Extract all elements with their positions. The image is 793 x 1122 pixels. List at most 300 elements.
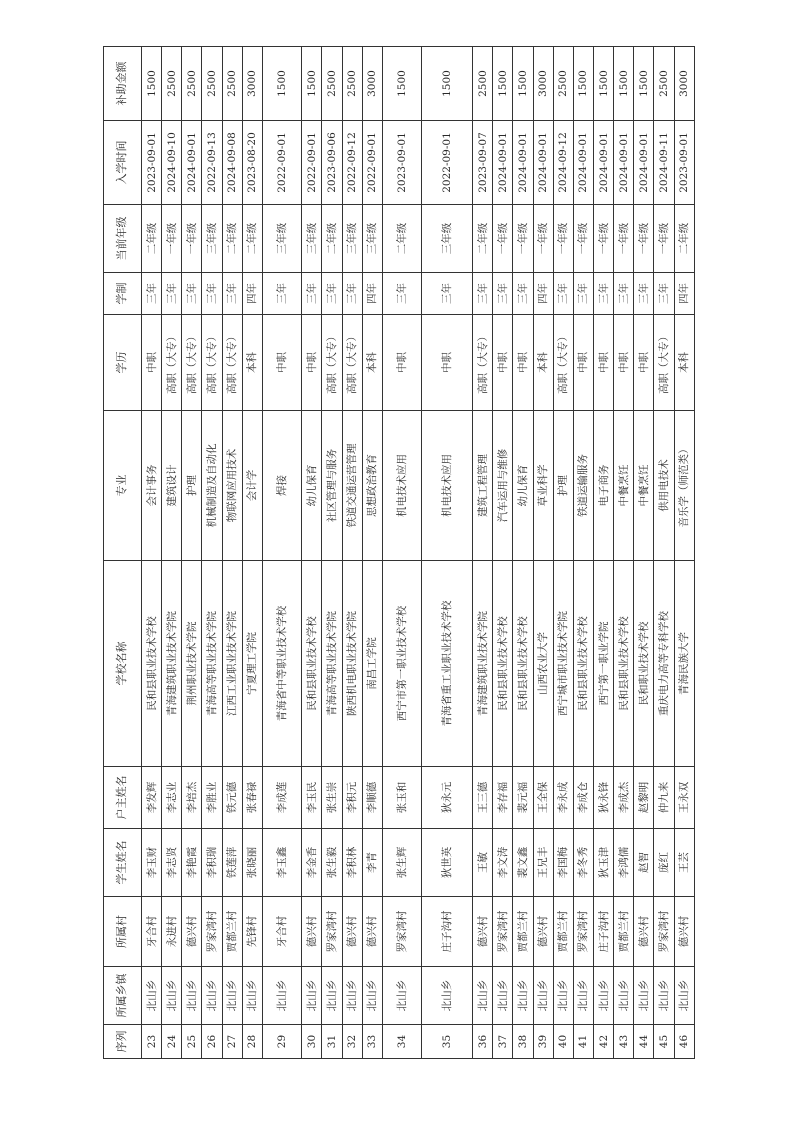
enroll-date-cell: 2023-09-07 <box>473 121 493 205</box>
header-education: 学历 <box>104 315 142 411</box>
student-name-cell: 李文涛 <box>493 829 513 897</box>
village-cell: 德兴村 <box>362 897 382 967</box>
duration-cell: 三年 <box>553 273 573 315</box>
student-name-cell: 王芸 <box>674 829 694 897</box>
subsidy-cell: 2500 <box>162 47 182 121</box>
table-row <box>593 47 613 1059</box>
education-cell: 中职 <box>422 315 473 411</box>
subsidy-cell: 1500 <box>614 47 634 121</box>
grade-cell: 二年级 <box>142 205 162 273</box>
table-row <box>142 47 162 1059</box>
enroll-date-cell: 2024-09-01 <box>513 121 533 205</box>
education-cell: 中职 <box>142 315 162 411</box>
education-cell: 中职 <box>634 315 654 411</box>
education-cell: 中职 <box>513 315 533 411</box>
rotated-page <box>103 47 695 1059</box>
township-cell: 北山乡 <box>654 967 674 1025</box>
education-cell: 高职（大专） <box>342 315 362 411</box>
householder-name-cell: 铁元德 <box>222 767 242 829</box>
table-row <box>493 47 513 1059</box>
header-student-name: 学生姓名 <box>104 829 142 897</box>
major-cell: 中餐烹饪 <box>614 411 634 561</box>
major-cell: 电子商务 <box>593 411 613 561</box>
student-name-cell: 李积瑞 <box>202 829 222 897</box>
village-cell: 先锋村 <box>242 897 262 967</box>
table-row <box>222 47 242 1059</box>
school-name-cell: 青海高等职业技术学院 <box>202 561 222 767</box>
major-cell: 焊接 <box>262 411 301 561</box>
subsidy-cell: 1500 <box>573 47 593 121</box>
subsidy-cell: 1500 <box>382 47 421 121</box>
table-row <box>634 47 654 1059</box>
township-cell: 北山乡 <box>382 967 421 1025</box>
seq-cell: 24 <box>162 1025 182 1059</box>
householder-name-cell: 李志业 <box>162 767 182 829</box>
village-cell: 德兴村 <box>302 897 322 967</box>
student-name-cell: 李玉财 <box>142 829 162 897</box>
enroll-date-cell: 2024-09-01 <box>493 121 513 205</box>
table-row <box>553 47 573 1059</box>
school-name-cell: 民和县职业技术学校 <box>614 561 634 767</box>
duration-cell: 三年 <box>222 273 242 315</box>
grade-cell: 二年级 <box>674 205 694 273</box>
subsidy-cell: 1500 <box>422 47 473 121</box>
township-cell: 北山乡 <box>362 967 382 1025</box>
seq-cell: 45 <box>654 1025 674 1059</box>
header-duration: 学制 <box>104 273 142 315</box>
enroll-date-cell: 2024-09-08 <box>222 121 242 205</box>
enroll-date-cell: 2024-09-11 <box>654 121 674 205</box>
seq-cell: 33 <box>362 1025 382 1059</box>
village-cell: 永进村 <box>162 897 182 967</box>
student-subsidy-table <box>103 46 695 1059</box>
table-row <box>262 47 301 1059</box>
householder-name-cell: 李培杰 <box>182 767 202 829</box>
enroll-date-cell: 2024-09-12 <box>553 121 573 205</box>
education-cell: 高职（大专） <box>222 315 242 411</box>
table-row <box>322 47 342 1059</box>
village-cell: 德兴村 <box>473 897 493 967</box>
seq-cell: 28 <box>242 1025 262 1059</box>
township-cell: 北山乡 <box>162 967 182 1025</box>
subsidy-cell: 3000 <box>674 47 694 121</box>
education-cell: 高职（大专） <box>654 315 674 411</box>
duration-cell: 三年 <box>473 273 493 315</box>
grade-cell: 二年级 <box>322 205 342 273</box>
grade-cell: 一年级 <box>533 205 553 273</box>
major-cell: 护理 <box>553 411 573 561</box>
duration-cell: 三年 <box>614 273 634 315</box>
subsidy-cell: 2500 <box>322 47 342 121</box>
grade-cell: 一年级 <box>162 205 182 273</box>
education-cell: 高职（大专） <box>162 315 182 411</box>
education-cell: 中职 <box>573 315 593 411</box>
school-name-cell: 青海民族大学 <box>674 561 694 767</box>
student-name-cell: 狄世英 <box>422 829 473 897</box>
duration-cell: 三年 <box>593 273 613 315</box>
student-name-cell: 裴文鑫 <box>513 829 533 897</box>
student-name-cell: 李鸿儒 <box>614 829 634 897</box>
township-cell: 北山乡 <box>513 967 533 1025</box>
village-cell: 庄子沟村 <box>422 897 473 967</box>
seq-cell: 36 <box>473 1025 493 1059</box>
township-cell: 北山乡 <box>142 967 162 1025</box>
student-name-cell: 铁莲萍 <box>222 829 242 897</box>
table-row <box>182 47 202 1059</box>
householder-name-cell: 张玉和 <box>382 767 421 829</box>
table-row <box>302 47 322 1059</box>
student-name-cell: 李志贤 <box>162 829 182 897</box>
seq-cell: 30 <box>302 1025 322 1059</box>
table-row <box>573 47 593 1059</box>
village-cell: 牙合村 <box>262 897 301 967</box>
duration-cell: 四年 <box>533 273 553 315</box>
school-name-cell: 民和县职业技术学校 <box>513 561 533 767</box>
education-cell: 中职 <box>262 315 301 411</box>
householder-name-cell: 赵黎明 <box>634 767 654 829</box>
enroll-date-cell: 2023-09-01 <box>142 121 162 205</box>
duration-cell: 四年 <box>674 273 694 315</box>
grade-cell: 一年级 <box>614 205 634 273</box>
education-cell: 高职（大专） <box>322 315 342 411</box>
householder-name-cell: 李存福 <box>493 767 513 829</box>
education-cell: 中职 <box>614 315 634 411</box>
seq-cell: 25 <box>182 1025 202 1059</box>
duration-cell: 三年 <box>422 273 473 315</box>
table-row <box>242 47 262 1059</box>
village-cell: 罗家湾村 <box>573 897 593 967</box>
householder-name-cell: 李成仓 <box>573 767 593 829</box>
school-name-cell: 宁夏理工学院 <box>242 561 262 767</box>
duration-cell: 三年 <box>493 273 513 315</box>
duration-cell: 三年 <box>202 273 222 315</box>
householder-name-cell: 李胜业 <box>202 767 222 829</box>
table-row <box>473 47 493 1059</box>
seq-cell: 27 <box>222 1025 242 1059</box>
major-cell: 机械制造及自动化 <box>202 411 222 561</box>
subsidy-cell: 2500 <box>553 47 573 121</box>
subsidy-cell: 2500 <box>654 47 674 121</box>
seq-cell: 26 <box>202 1025 222 1059</box>
education-cell: 中职 <box>382 315 421 411</box>
header-village: 所属村 <box>104 897 142 967</box>
table-row <box>533 47 553 1059</box>
major-cell: 会计事务 <box>142 411 162 561</box>
village-cell: 德兴村 <box>533 897 553 967</box>
seq-cell: 23 <box>142 1025 162 1059</box>
school-name-cell: 青海建筑职业技术学院 <box>162 561 182 767</box>
seq-cell: 41 <box>573 1025 593 1059</box>
grade-cell: 一年级 <box>553 205 573 273</box>
grade-cell: 二年级 <box>473 205 493 273</box>
grade-cell: 三年级 <box>202 205 222 273</box>
township-cell: 北山乡 <box>593 967 613 1025</box>
village-cell: 罗家湾村 <box>654 897 674 967</box>
major-cell: 音乐学（师范类） <box>674 411 694 561</box>
table-row <box>513 47 533 1059</box>
enroll-date-cell: 2024-09-01 <box>634 121 654 205</box>
householder-name-cell: 李成杰 <box>614 767 634 829</box>
student-name-cell: 王兄丰 <box>533 829 553 897</box>
subsidy-cell: 3000 <box>362 47 382 121</box>
seq-cell: 44 <box>634 1025 654 1059</box>
township-cell: 北山乡 <box>242 967 262 1025</box>
seq-cell: 32 <box>342 1025 362 1059</box>
enroll-date-cell: 2024-09-01 <box>533 121 553 205</box>
duration-cell: 四年 <box>362 273 382 315</box>
village-cell: 贾都兰村 <box>614 897 634 967</box>
enroll-date-cell: 2024-09-01 <box>614 121 634 205</box>
householder-name-cell: 王三德 <box>473 767 493 829</box>
student-name-cell: 李金香 <box>302 829 322 897</box>
householder-name-cell: 裴元福 <box>513 767 533 829</box>
school-name-cell: 西宁第一职业学院 <box>593 561 613 767</box>
township-cell: 北山乡 <box>573 967 593 1025</box>
duration-cell: 四年 <box>242 273 262 315</box>
student-name-cell: 李冬秀 <box>573 829 593 897</box>
grade-cell: 一年级 <box>182 205 202 273</box>
major-cell: 护理 <box>182 411 202 561</box>
major-cell: 建筑工程管理 <box>473 411 493 561</box>
township-cell: 北山乡 <box>674 967 694 1025</box>
header-subsidy: 补助金额 <box>104 47 142 121</box>
seq-cell: 38 <box>513 1025 533 1059</box>
grade-cell: 二年级 <box>382 205 421 273</box>
student-name-cell: 李艳霞 <box>182 829 202 897</box>
student-name-cell: 王敏 <box>473 829 493 897</box>
subsidy-cell: 2500 <box>342 47 362 121</box>
major-cell: 机电技术应用 <box>422 411 473 561</box>
duration-cell: 三年 <box>513 273 533 315</box>
village-cell: 贾都兰村 <box>513 897 533 967</box>
education-cell: 高职（大专） <box>473 315 493 411</box>
seq-cell: 31 <box>322 1025 342 1059</box>
major-cell: 铁道运输服务 <box>573 411 593 561</box>
householder-name-cell: 王全保 <box>533 767 553 829</box>
grade-cell: 一年级 <box>593 205 613 273</box>
table-row <box>162 47 182 1059</box>
subsidy-cell: 2500 <box>222 47 242 121</box>
major-cell: 会计学 <box>242 411 262 561</box>
grade-cell: 三年级 <box>422 205 473 273</box>
subsidy-cell: 1500 <box>302 47 322 121</box>
township-cell: 北山乡 <box>473 967 493 1025</box>
enroll-date-cell: 2023-08-20 <box>242 121 262 205</box>
grade-cell: 一年级 <box>493 205 513 273</box>
student-name-cell: 狄玉津 <box>593 829 613 897</box>
education-cell: 本科 <box>242 315 262 411</box>
student-name-cell: 张生毅 <box>322 829 342 897</box>
subsidy-cell: 2500 <box>202 47 222 121</box>
duration-cell: 三年 <box>302 273 322 315</box>
grade-cell: 一年级 <box>654 205 674 273</box>
table-body <box>142 47 695 1059</box>
enroll-date-cell: 2024-09-01 <box>182 121 202 205</box>
seq-cell: 29 <box>262 1025 301 1059</box>
subsidy-cell: 1500 <box>142 47 162 121</box>
seq-cell: 43 <box>614 1025 634 1059</box>
duration-cell: 三年 <box>162 273 182 315</box>
header-major: 专业 <box>104 411 142 561</box>
education-cell: 中职 <box>593 315 613 411</box>
village-cell: 德兴村 <box>182 897 202 967</box>
village-cell: 德兴村 <box>342 897 362 967</box>
seq-cell: 34 <box>382 1025 421 1059</box>
householder-name-cell: 仲九来 <box>654 767 674 829</box>
table-row <box>202 47 222 1059</box>
major-cell: 建筑设计 <box>162 411 182 561</box>
grade-cell: 三年级 <box>362 205 382 273</box>
enroll-date-cell: 2022-09-12 <box>342 121 362 205</box>
seq-cell: 42 <box>593 1025 613 1059</box>
township-cell: 北山乡 <box>493 967 513 1025</box>
enroll-date-cell: 2022-09-01 <box>362 121 382 205</box>
major-cell: 铁道交通运营管理 <box>342 411 362 561</box>
grade-cell: 三年级 <box>302 205 322 273</box>
major-cell: 幼儿保育 <box>302 411 322 561</box>
student-name-cell: 李青 <box>362 829 382 897</box>
table-row <box>382 47 421 1059</box>
village-cell: 贾都兰村 <box>553 897 573 967</box>
householder-name-cell: 李成莲 <box>262 767 301 829</box>
seq-cell: 39 <box>533 1025 553 1059</box>
major-cell: 幼儿保育 <box>513 411 533 561</box>
householder-name-cell: 张春禄 <box>242 767 262 829</box>
subsidy-cell: 1500 <box>513 47 533 121</box>
school-name-cell: 陕西机电职业技术学院 <box>342 561 362 767</box>
grade-cell: 二年级 <box>222 205 242 273</box>
student-name-cell: 李玉鑫 <box>262 829 301 897</box>
student-name-cell: 李积林 <box>342 829 362 897</box>
seq-cell: 35 <box>422 1025 473 1059</box>
subsidy-cell: 3000 <box>242 47 262 121</box>
householder-name-cell: 狄永锋 <box>593 767 613 829</box>
duration-cell: 三年 <box>634 273 654 315</box>
table-row <box>654 47 674 1059</box>
school-name-cell: 青海高等职业技术学院 <box>322 561 342 767</box>
village-cell: 贾都兰村 <box>222 897 242 967</box>
table-row <box>614 47 634 1059</box>
major-cell: 思想政治教育 <box>362 411 382 561</box>
major-cell: 中餐烹饪 <box>634 411 654 561</box>
education-cell: 本科 <box>533 315 553 411</box>
education-cell: 中职 <box>493 315 513 411</box>
school-name-cell: 西宁市第一职业技术学校 <box>382 561 421 767</box>
school-name-cell: 山西农业大学 <box>533 561 553 767</box>
householder-name-cell: 李玉民 <box>302 767 322 829</box>
subsidy-cell: 2500 <box>473 47 493 121</box>
student-name-cell: 李国梅 <box>553 829 573 897</box>
school-name-cell: 江西工业职业技术学院 <box>222 561 242 767</box>
header-seq: 序列 <box>104 1025 142 1059</box>
grade-cell: 一年级 <box>634 205 654 273</box>
school-name-cell: 青海省中等职业技术学校 <box>262 561 301 767</box>
village-cell: 德兴村 <box>634 897 654 967</box>
enroll-date-cell: 2023-09-01 <box>382 121 421 205</box>
householder-name-cell: 李积元 <box>342 767 362 829</box>
duration-cell: 三年 <box>654 273 674 315</box>
village-cell: 罗家湾村 <box>202 897 222 967</box>
township-cell: 北山乡 <box>222 967 242 1025</box>
township-cell: 北山乡 <box>262 967 301 1025</box>
seq-cell: 37 <box>493 1025 513 1059</box>
householder-name-cell: 狄永元 <box>422 767 473 829</box>
education-cell: 本科 <box>674 315 694 411</box>
student-name-cell: 庞红 <box>654 829 674 897</box>
school-name-cell: 重庆电力高等专科学校 <box>654 561 674 767</box>
township-cell: 北山乡 <box>614 967 634 1025</box>
township-cell: 北山乡 <box>533 967 553 1025</box>
enroll-date-cell: 2024-09-10 <box>162 121 182 205</box>
duration-cell: 三年 <box>142 273 162 315</box>
major-cell: 汽车运用与维修 <box>493 411 513 561</box>
school-name-cell: 南昌工学院 <box>362 561 382 767</box>
township-cell: 北山乡 <box>553 967 573 1025</box>
duration-cell: 三年 <box>182 273 202 315</box>
grade-cell: 三年级 <box>342 205 362 273</box>
grade-cell: 二年级 <box>242 205 262 273</box>
village-cell: 罗家湾村 <box>382 897 421 967</box>
table-row <box>362 47 382 1059</box>
major-cell: 供用电技术 <box>654 411 674 561</box>
table-row <box>422 47 473 1059</box>
student-name-cell: 张生辉 <box>382 829 421 897</box>
header-grade: 当前年级 <box>104 205 142 273</box>
education-cell: 本科 <box>362 315 382 411</box>
school-name-cell: 青海省重工业职业技术学校 <box>422 561 473 767</box>
grade-cell: 三年级 <box>262 205 301 273</box>
school-name-cell: 民和县职业技术学校 <box>493 561 513 767</box>
school-name-cell: 民和县职业技术学校 <box>302 561 322 767</box>
enroll-date-cell: 2022-09-13 <box>202 121 222 205</box>
subsidy-cell: 1500 <box>634 47 654 121</box>
student-name-cell: 赵智 <box>634 829 654 897</box>
school-name-cell: 民和县职业技术学校 <box>142 561 162 767</box>
township-cell: 北山乡 <box>634 967 654 1025</box>
village-cell: 罗家湾村 <box>322 897 342 967</box>
township-cell: 北山乡 <box>422 967 473 1025</box>
township-cell: 北山乡 <box>202 967 222 1025</box>
village-cell: 德兴村 <box>674 897 694 967</box>
school-name-cell: 民和职业技术学校 <box>634 561 654 767</box>
householder-name-cell: 王永双 <box>674 767 694 829</box>
header-enroll-date: 入学时间 <box>104 121 142 205</box>
table-header-row <box>104 47 142 1059</box>
village-cell: 牙合村 <box>142 897 162 967</box>
township-cell: 北山乡 <box>182 967 202 1025</box>
grade-cell: 一年级 <box>513 205 533 273</box>
duration-cell: 三年 <box>342 273 362 315</box>
householder-name-cell: 李顺德 <box>362 767 382 829</box>
duration-cell: 三年 <box>382 273 421 315</box>
education-cell: 高职（大专） <box>182 315 202 411</box>
subsidy-cell: 1500 <box>593 47 613 121</box>
header-householder-name: 户主姓名 <box>104 767 142 829</box>
householder-name-cell: 李永成 <box>553 767 573 829</box>
subsidy-cell: 1500 <box>262 47 301 121</box>
education-cell: 高职（大专） <box>202 315 222 411</box>
enroll-date-cell: 2023-09-01 <box>674 121 694 205</box>
header-school-name: 学校名称 <box>104 561 142 767</box>
village-cell: 庄子沟村 <box>593 897 613 967</box>
duration-cell: 三年 <box>573 273 593 315</box>
subsidy-cell: 1500 <box>493 47 513 121</box>
township-cell: 北山乡 <box>322 967 342 1025</box>
enroll-date-cell: 2024-09-01 <box>593 121 613 205</box>
school-name-cell: 青海建筑职业技术学院 <box>473 561 493 767</box>
major-cell: 机电技术应用 <box>382 411 421 561</box>
enroll-date-cell: 2022-09-01 <box>422 121 473 205</box>
